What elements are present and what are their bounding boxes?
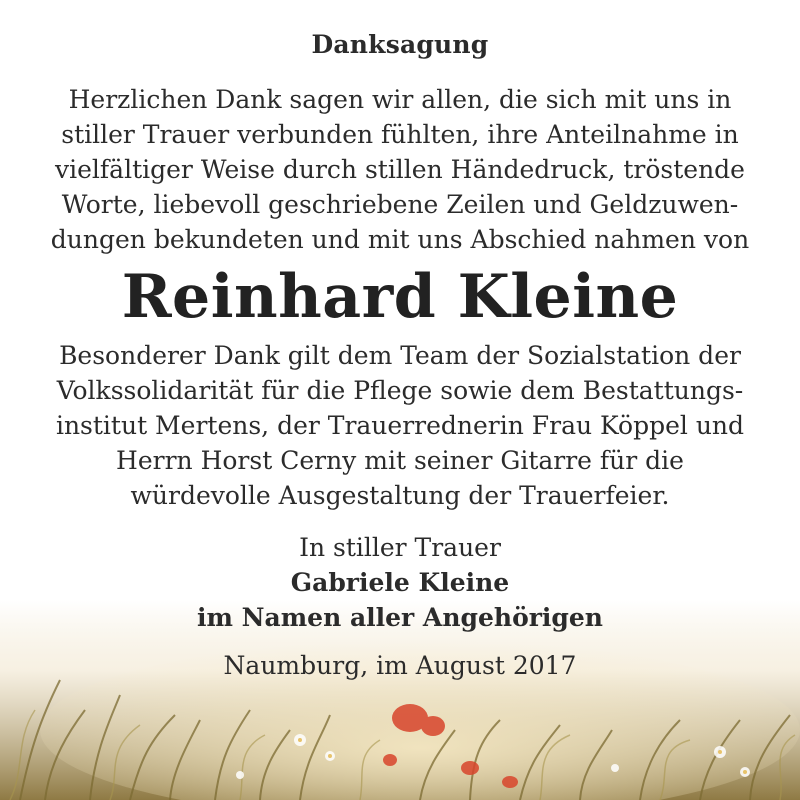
thanks-line: Volkssolidarität für die Pflege sowie dem Bestattungs- xyxy=(56,376,744,405)
deceased-name: Reinhard Kleine xyxy=(121,262,679,332)
intro-line: dungen bekundeten und mit uns Abschied nahmen von xyxy=(50,225,750,254)
intro-line: Worte, liebevoll geschriebene Zeilen und Geldzuwen- xyxy=(61,190,739,219)
thanks-line: institut Mertens, der Trauerrednerin Frau Köppel und xyxy=(55,411,745,440)
thanks-paragraph xyxy=(20,338,780,513)
thanks-line: Herrn Horst Cerny mit seiner Gitarre für die xyxy=(116,446,684,475)
place-date: Naumburg, im August 2017 xyxy=(223,651,577,680)
intro-paragraph xyxy=(20,82,780,257)
intro-line: vielfältiger Weise durch stillen Händedruck, tröstende xyxy=(55,155,745,184)
family-line: im Namen aller Angehörigen xyxy=(197,603,603,632)
thanks-line: Besonderer Dank gilt dem Team der Sozialstation der xyxy=(59,341,741,370)
intro-line: stiller Trauer verbunden fühlten, ihre Anteilnahme in xyxy=(61,120,739,149)
notice-title: Danksagung xyxy=(311,30,489,59)
intro-line: Herzlichen Dank sagen wir allen, die sich mit uns in xyxy=(68,85,732,114)
closing-phrase: In stiller Trauer xyxy=(299,533,501,562)
thanks-line: würdevolle Ausgestaltung der Trauerfeier. xyxy=(130,481,670,510)
signer-name: Gabriele Kleine xyxy=(290,568,510,597)
